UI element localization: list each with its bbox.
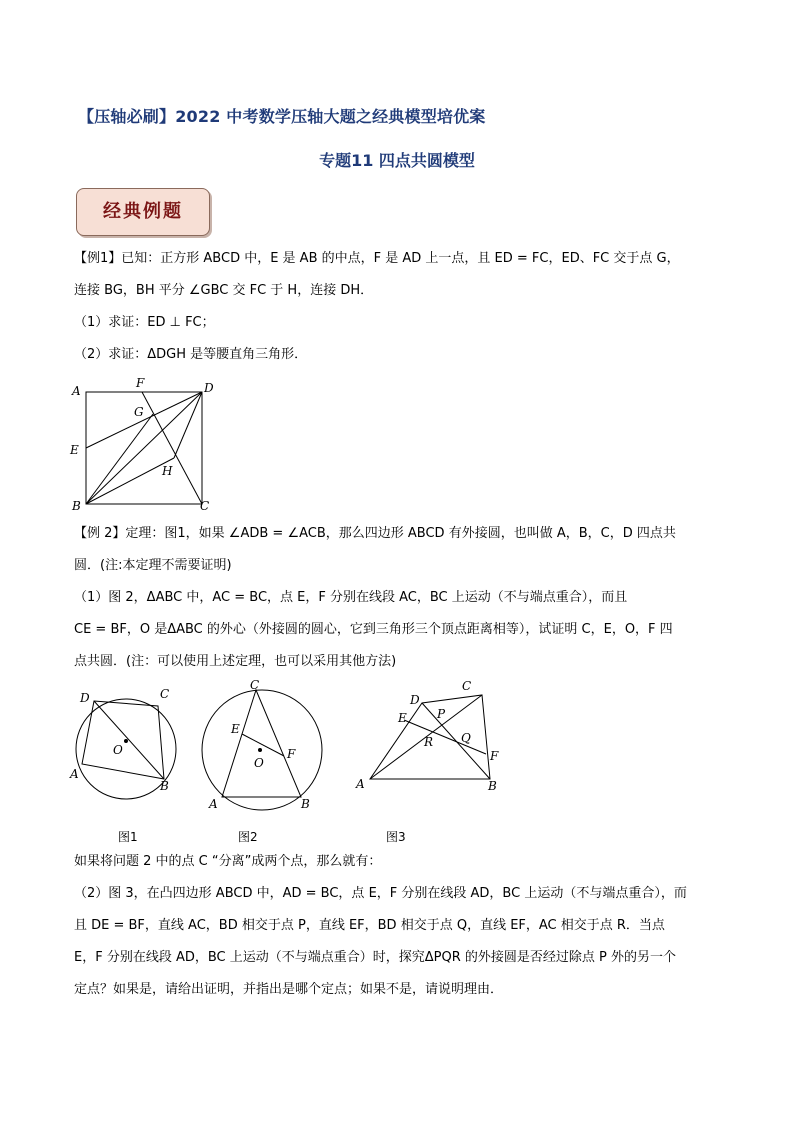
part2-line1: （2）图 3，在凸四边形 ABCD 中，AD = BC，点 E，F 分别在线段 AD，BC 上运动（不与端点重合），而	[74, 886, 687, 901]
fig3-label-Q: Q	[461, 731, 471, 745]
label-H: H	[162, 464, 173, 478]
label-E: E	[70, 443, 79, 457]
figure-3-caption: 图3	[386, 830, 406, 844]
example2-q1-line2: CE = BF，O 是ΔABC 的外心（外接圆的圆心，它到三角形三个顶点距离相等），试证明 C，E，O，F 四	[74, 622, 673, 637]
example1-line1: 【例1】已知：正方形 ABCD 中，E 是 AB 的中点，F 是 AD 上一点，且 ED = FC，ED、FC 交于点 G，	[74, 251, 680, 266]
label-B: B	[72, 499, 81, 512]
part2-line3: E，F 分别在线段 AD，BC 上运动（不与端点重合）时，探究ΔPQR 的外接圆是否经过除点 P 外的另一个	[74, 950, 676, 965]
fig3-label-R: R	[424, 735, 434, 749]
fig2-label-C: C	[250, 678, 260, 692]
label-A: A	[72, 384, 81, 398]
fig3-label-A: A	[356, 777, 365, 791]
figure-1	[64, 684, 194, 814]
example2-q1-line3: 点共圆．(注：可以使用上述定理，也可以采用其他方法)	[74, 654, 397, 669]
example2-q1-line1: （1）图 2，ΔABC 中，AC = BC，点 E，F 分别在线段 AC，BC 上运动（不与端点重合），而且	[74, 590, 628, 605]
fig2-label-F: F	[287, 747, 296, 761]
fig1-label-O: O	[113, 743, 123, 757]
figure-3	[352, 676, 512, 800]
fig2-label-A: A	[209, 797, 218, 811]
figure-2	[197, 676, 331, 816]
fig3-label-P: P	[437, 707, 446, 721]
fig2-label-E: E	[231, 722, 240, 736]
figure-1-caption: 图1	[118, 830, 138, 844]
example1-question1: （1）求证：ED ⊥ FC；	[74, 315, 215, 330]
section-badge	[76, 188, 210, 236]
label-C: C	[200, 499, 210, 512]
figure-2-caption: 图2	[238, 830, 258, 844]
fig1-label-A: A	[70, 767, 79, 781]
label-D: D	[204, 381, 214, 395]
fig2-label-O: O	[254, 756, 264, 770]
document-header: 【压轴必刷】2022 中考数学压轴大题之经典模型培优案	[78, 107, 486, 126]
fig3-label-D: D	[410, 693, 420, 707]
topic-title: 专题11 四点共圆模型	[319, 151, 475, 170]
label-G: G	[134, 405, 144, 419]
fig3-label-C: C	[462, 679, 472, 693]
fig3-label-E: E	[398, 711, 407, 725]
fig1-label-D: D	[80, 691, 90, 705]
example2-line1: 【例 2】定理：图1，如果 ∠ADB = ∠ACB，那么四边形 ABCD 有外接圆，也叫做 A，B，C，D 四点共	[74, 526, 676, 541]
fig1-label-B: B	[160, 779, 169, 793]
square-figure	[64, 372, 224, 512]
fig1-label-C: C	[160, 687, 170, 701]
part2-intro: 如果将问题 2 中的点 C “分离”成两个点，那么就有：	[74, 854, 382, 869]
example1-line2: 连接 BG，BH 平分 ∠GBC 交 FC 于 H，连接 DH．	[74, 283, 374, 298]
example1-question2: （2）求证：ΔDGH 是等腰直角三角形．	[74, 347, 308, 362]
fig3-label-F: F	[490, 749, 499, 763]
section-badge-label: 经典例题	[103, 201, 183, 222]
example2-line2: 圆．(注:本定理不需要证明)	[74, 558, 232, 573]
fig2-label-B: B	[301, 797, 310, 811]
part2-line2: 且 DE = BF，直线 AC，BD 相交于点 P，直线 EF，BD 相交于点 Q，直线 EF，AC 相交于点 R．当点	[74, 918, 665, 933]
label-F: F	[136, 376, 145, 390]
fig3-label-B: B	[488, 779, 497, 793]
part2-line4: 定点？如果是，请给出证明，并指出是哪个定点；如果不是，请说明理由．	[74, 982, 504, 997]
